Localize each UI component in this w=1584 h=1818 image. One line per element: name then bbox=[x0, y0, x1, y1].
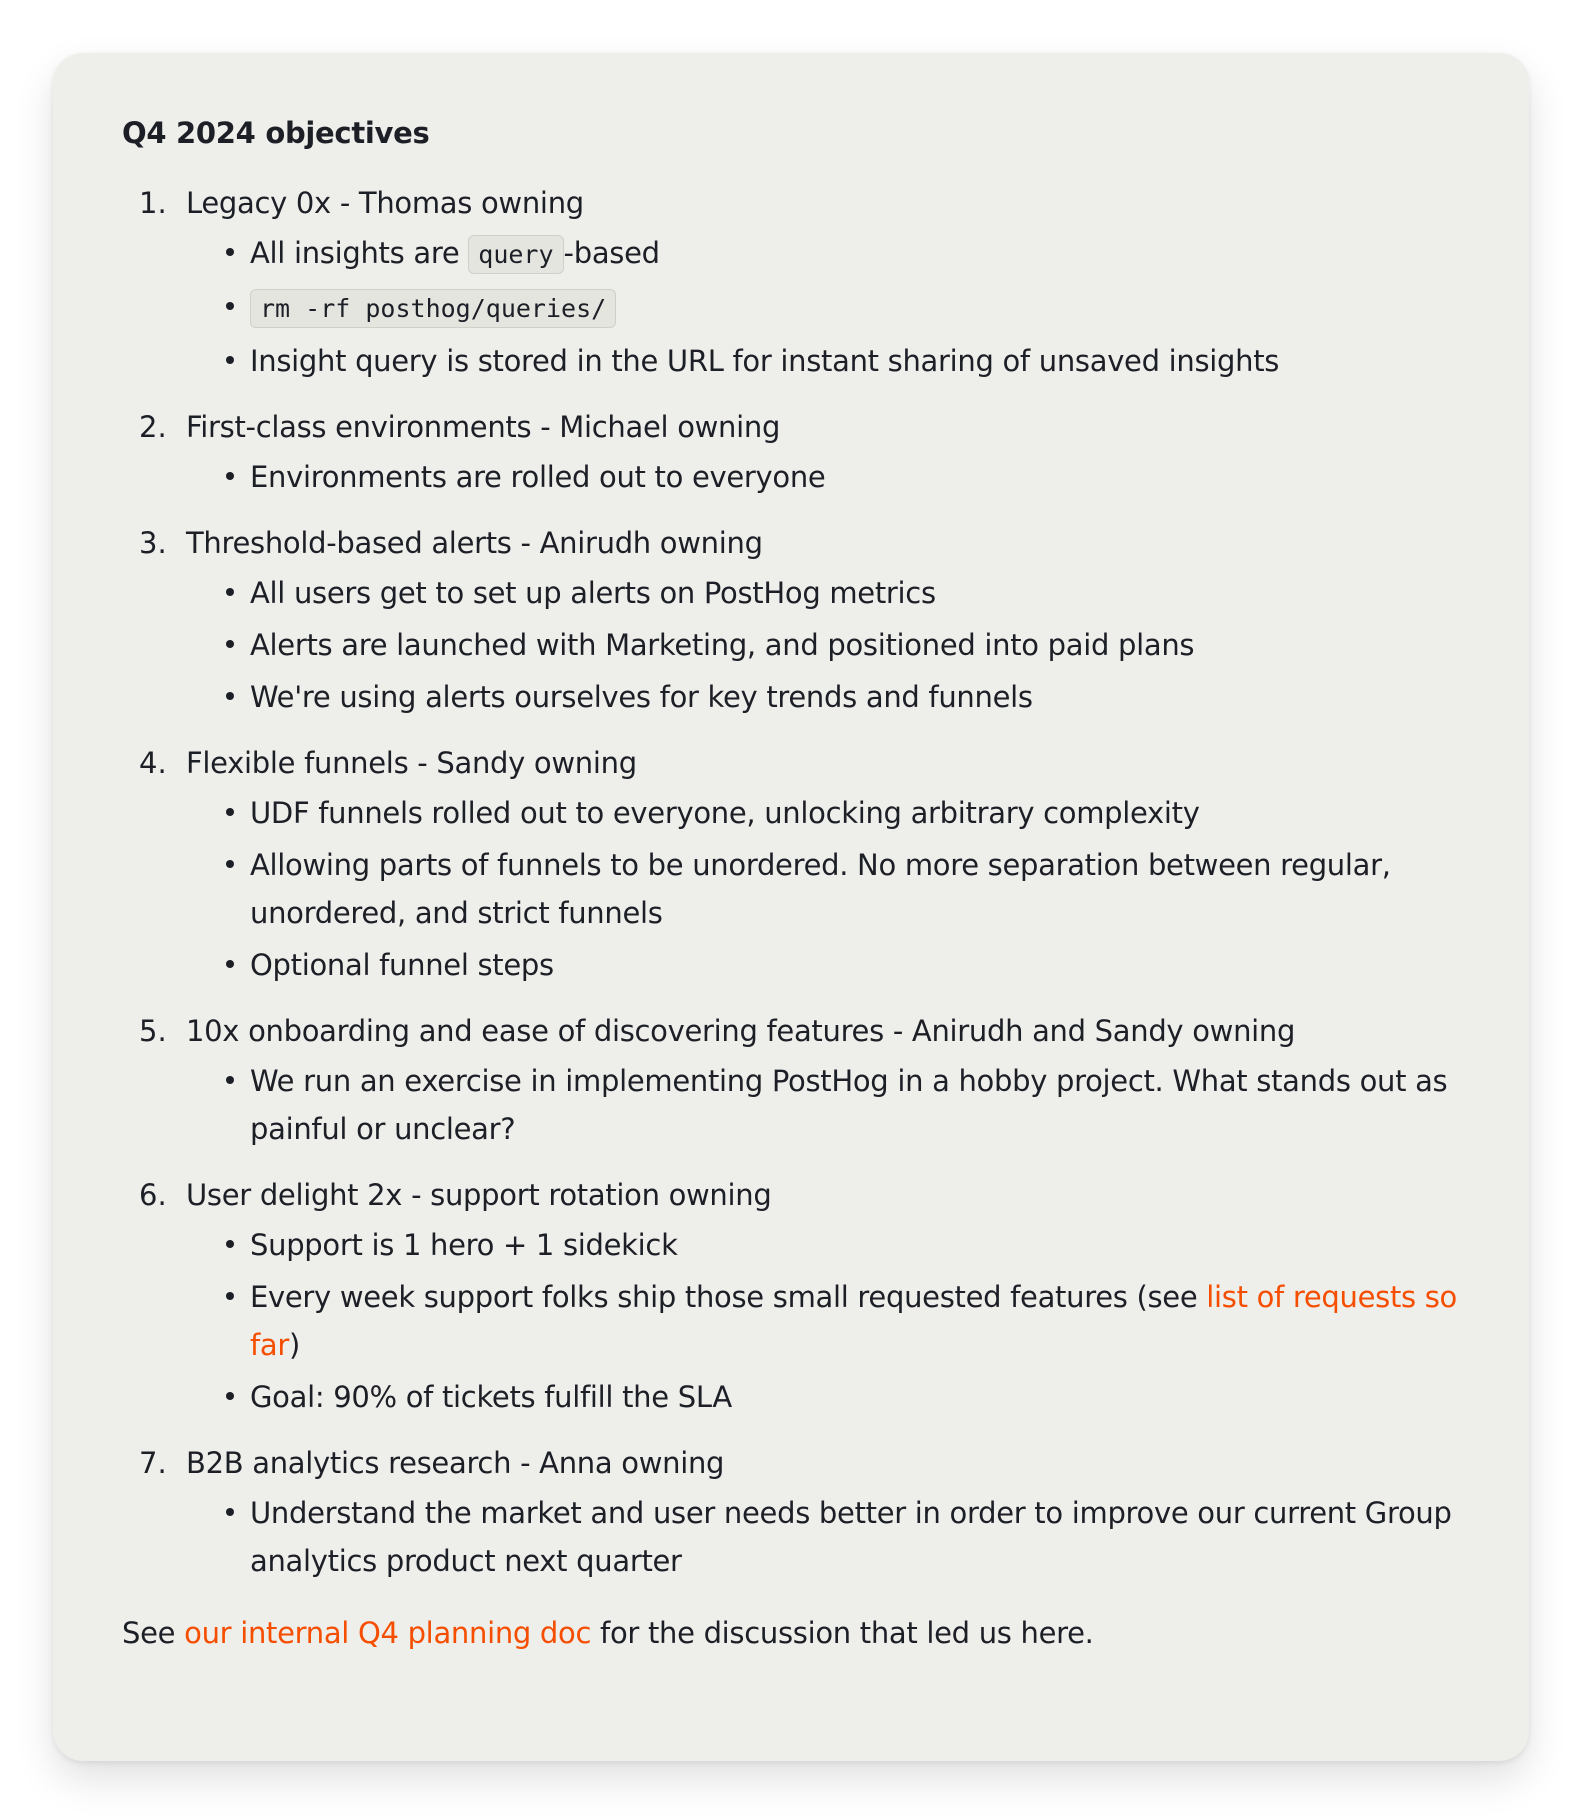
bullet-icon bbox=[226, 1392, 234, 1400]
bullet-text: Insight query is stored in the URL for instant sharing of unsaved insights bbox=[250, 344, 1280, 378]
bullet-icon bbox=[226, 356, 234, 364]
bullet-text: Allowing parts of funnels to be unordered. No more separation between regular, unordered, and strict funnels bbox=[250, 848, 1391, 930]
requests-list-link[interactable]: list of requests so far bbox=[250, 1280, 1457, 1362]
page-title: Q4 2024 objectives bbox=[122, 116, 430, 150]
objective-item bbox=[122, 401, 1463, 501]
objective-title: Threshold-based alerts - Anirudh owning bbox=[186, 526, 763, 560]
objective-bullets bbox=[186, 1057, 1463, 1153]
objective-title: 10x onboarding and ease of discovering features - Anirudh and Sandy owning bbox=[186, 1014, 1296, 1048]
objective-bullets bbox=[186, 789, 1463, 989]
list-item bbox=[186, 1373, 1463, 1421]
bullet-text: Optional funnel steps bbox=[250, 948, 554, 982]
objective-number: 7. bbox=[139, 1446, 167, 1480]
footer-text: for the discussion that led us here. bbox=[591, 1616, 1094, 1650]
list-item bbox=[186, 569, 1463, 617]
bullet-icon bbox=[226, 1292, 234, 1300]
objectives-card bbox=[53, 53, 1529, 1761]
objective-title: B2B analytics research - Anna owning bbox=[186, 1446, 725, 1480]
list-item bbox=[186, 841, 1463, 937]
objective-item bbox=[122, 1169, 1463, 1421]
bullet-text: Every week support folks ship those small requested features (see bbox=[250, 1280, 1207, 1314]
footer-text: See bbox=[122, 1616, 185, 1650]
bullet-text: ) bbox=[289, 1328, 301, 1362]
objective-number: 2. bbox=[139, 410, 167, 444]
bullet-text: We're using alerts ourselves for key trends and funnels bbox=[250, 680, 1033, 714]
list-item bbox=[186, 789, 1463, 837]
objective-title: First-class environments - Michael owning bbox=[186, 410, 781, 444]
list-item bbox=[186, 1273, 1463, 1369]
list-item bbox=[186, 941, 1463, 989]
objective-number: 5. bbox=[139, 1014, 167, 1048]
objective-bullets bbox=[186, 569, 1463, 721]
bullet-icon bbox=[226, 808, 234, 816]
objective-item bbox=[122, 1005, 1463, 1153]
list-item bbox=[186, 1489, 1463, 1585]
bullet-text: All insights are bbox=[250, 236, 469, 270]
inline-code: query bbox=[468, 235, 563, 274]
objective-bullets bbox=[186, 1489, 1463, 1585]
objective-item bbox=[122, 737, 1463, 989]
bullet-icon bbox=[226, 640, 234, 648]
bullet-icon bbox=[226, 472, 234, 480]
list-item bbox=[186, 621, 1463, 669]
bullet-icon bbox=[226, 1076, 234, 1084]
list-item bbox=[186, 1221, 1463, 1269]
objective-title: Legacy 0x - Thomas owning bbox=[186, 186, 584, 220]
list-item bbox=[186, 1057, 1463, 1153]
objective-item bbox=[122, 517, 1463, 721]
bullet-text: UDF funnels rolled out to everyone, unlocking arbitrary complexity bbox=[250, 796, 1200, 830]
bullet-icon bbox=[226, 248, 234, 256]
bullet-icon bbox=[226, 860, 234, 868]
bullet-text: Alerts are launched with Marketing, and positioned into paid plans bbox=[250, 628, 1195, 662]
bullet-icon bbox=[226, 1240, 234, 1248]
objective-item bbox=[122, 177, 1463, 385]
bullet-icon bbox=[226, 1508, 234, 1516]
bullet-text: Understand the market and user needs better in order to improve our current Group analytics product next quarter bbox=[250, 1496, 1452, 1578]
bullet-icon bbox=[226, 692, 234, 700]
objective-number: 3. bbox=[139, 526, 167, 560]
bullet-text: We run an exercise in implementing PostHog in a hobby project. What stands out as painful or unclear? bbox=[250, 1064, 1448, 1146]
bullet-icon bbox=[226, 302, 234, 310]
planning-doc-link[interactable]: our internal Q4 planning doc bbox=[184, 1616, 592, 1650]
objective-number: 6. bbox=[139, 1178, 167, 1212]
list-item bbox=[186, 229, 1463, 279]
bullet-text: Support is 1 hero + 1 sidekick bbox=[250, 1228, 678, 1262]
objective-title: User delight 2x - support rotation owning bbox=[186, 1178, 772, 1212]
objective-bullets bbox=[186, 1221, 1463, 1421]
list-item bbox=[186, 453, 1463, 501]
list-item bbox=[186, 673, 1463, 721]
footer-note bbox=[122, 1609, 1463, 1657]
objective-number: 4. bbox=[139, 746, 167, 780]
objective-bullets bbox=[186, 453, 1463, 501]
bullet-text: All users get to set up alerts on PostHog metrics bbox=[250, 576, 936, 610]
bullet-text: Environments are rolled out to everyone bbox=[250, 460, 826, 494]
objective-title: Flexible funnels - Sandy owning bbox=[186, 746, 637, 780]
bullet-text: Goal: 90% of tickets fulfill the SLA bbox=[250, 1380, 732, 1414]
objective-number: 1. bbox=[139, 186, 167, 220]
objective-item bbox=[122, 1437, 1463, 1585]
list-item bbox=[186, 283, 1463, 333]
list-item bbox=[186, 337, 1463, 385]
bullet-text: -based bbox=[563, 236, 660, 270]
inline-code: rm -rf posthog/queries/ bbox=[250, 289, 616, 328]
objective-bullets bbox=[186, 229, 1463, 385]
objectives-list bbox=[122, 177, 1463, 1585]
bullet-icon bbox=[226, 960, 234, 968]
bullet-icon bbox=[226, 588, 234, 596]
